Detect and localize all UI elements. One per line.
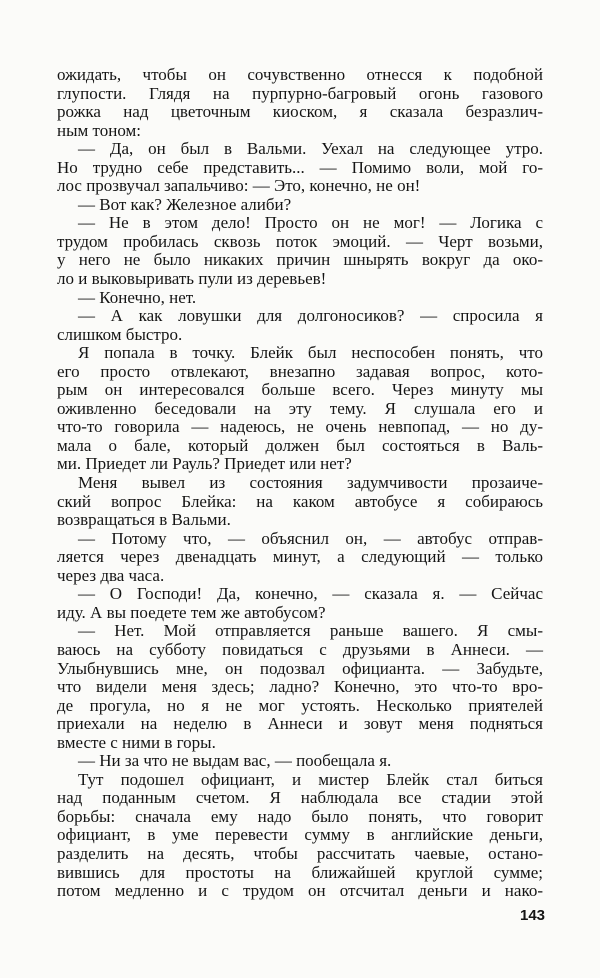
text-line: — Потому что, — объяснил он, — автобус отправ- (78, 528, 543, 548)
text-line: иду. А вы поедете тем же автобусом? (57, 602, 326, 622)
text-line: — Ни за что не выдам вас, — пообещала я. (78, 751, 392, 771)
text-line: де прогула, но я не мог устоять. Несколько приятелей (57, 695, 543, 715)
text-line: ным тоном: (57, 120, 141, 140)
text-line: оживленно беседовали на эту тему. Я слушала его и (57, 398, 543, 418)
text-line: Я попала в точку. Блейк был неспособен понять, что (78, 343, 543, 363)
text-line: у него не было никаких причин шнырять вокруг да око- (57, 250, 543, 270)
text-line: — О Господи! Да, конечно, — сказала я. — Сейчас (78, 584, 543, 604)
text-line: ожидать, чтобы он сочувственно отнесся к подобной (57, 65, 543, 84)
text-line: Меня вывел из состояния задумчивости прозаиче- (78, 473, 543, 493)
text-line: — Не в этом дело! Просто он не мог! — Логика с (78, 213, 543, 233)
text-line: возвращаться в Вальми. (57, 510, 231, 530)
text-line: официант, в уме перевести сумму в английские деньги, (57, 825, 543, 845)
page-number: 143 (520, 907, 546, 924)
text-line: ми. Приедет ли Рауль? Приедет или нет? (57, 454, 352, 474)
text-line: что-то говорила — надеюсь, не очень невпопад, — но ду- (57, 417, 543, 437)
text-line: мала о бале, который должен был состояться в Валь- (57, 435, 543, 455)
text-line: вместе с ними в горы. (57, 732, 216, 752)
text-line: — Вот как? Железное алиби? (78, 194, 292, 214)
text-line: слишком быстро. (57, 324, 183, 344)
text-line: разделить на десять, чтобы рассчитать чаевые, остано- (57, 843, 543, 863)
text-line: глупости. Глядя на пурпурно-багровый огонь газового (57, 83, 543, 103)
text-line: вившись для простоты на ближайшей круглой сумме; (57, 862, 543, 882)
text-line: ляется через двенадцать минут, а следующий — только (57, 547, 543, 567)
text-line: рым он интересовался больше всего. Через минуту мы (57, 380, 543, 400)
text-line: — А как ловушки для долгоносиков? — спросила я (78, 306, 543, 326)
text-line: рожка над цветочным киоском, я сказала безразлич- (57, 102, 543, 122)
text-line: лос прозвучал запальчиво: — Это, конечно, не он! (57, 176, 421, 196)
text-line: трудом пробилась сквозь поток эмоций. — Черт возьми, (57, 231, 543, 251)
text-line: потом медленно и с трудом он отсчитал деньги и нако- (57, 881, 543, 901)
text-line: — Нет. Мой отправляется раньше вашего. Я смы- (78, 621, 543, 641)
text-line: Улыбнувшись мне, он подозвал официанта. — Забудьте, (57, 658, 543, 678)
text-line: — Да, он был в Вальми. Уехал на следующее утро. (78, 139, 543, 159)
text-line: над поданным счетом. Я наблюдала все стадии этой (57, 788, 543, 808)
text-line: его просто отвлекают, внезапно задавая вопрос, кото- (57, 361, 543, 381)
text-line: через два часа. (57, 565, 165, 585)
text-line: ский вопрос Блейка: на каком автобусе я собираюсь (57, 491, 543, 511)
text-line: что видели меня здесь; ладно? Конечно, это что-то вро- (57, 677, 543, 697)
text-line: приехали на неделю в Аннеси и зовут меня подняться (57, 714, 543, 734)
book-page-text (57, 66, 543, 901)
text-line: ло и выковыривать пули из деревьев! (57, 269, 327, 289)
text-line: Тут подошел официант, и мистер Блейк стал биться (78, 769, 543, 789)
text-line: ваюсь на субботу повидаться с друзьями в Аннеси. — (57, 639, 543, 659)
text-line: борьбы: сначала ему надо было понять, что говорит (57, 806, 543, 826)
text-line: — Конечно, нет. (78, 287, 197, 307)
text-line: Но трудно себе представить... — Помимо воли, мой го- (57, 157, 543, 177)
